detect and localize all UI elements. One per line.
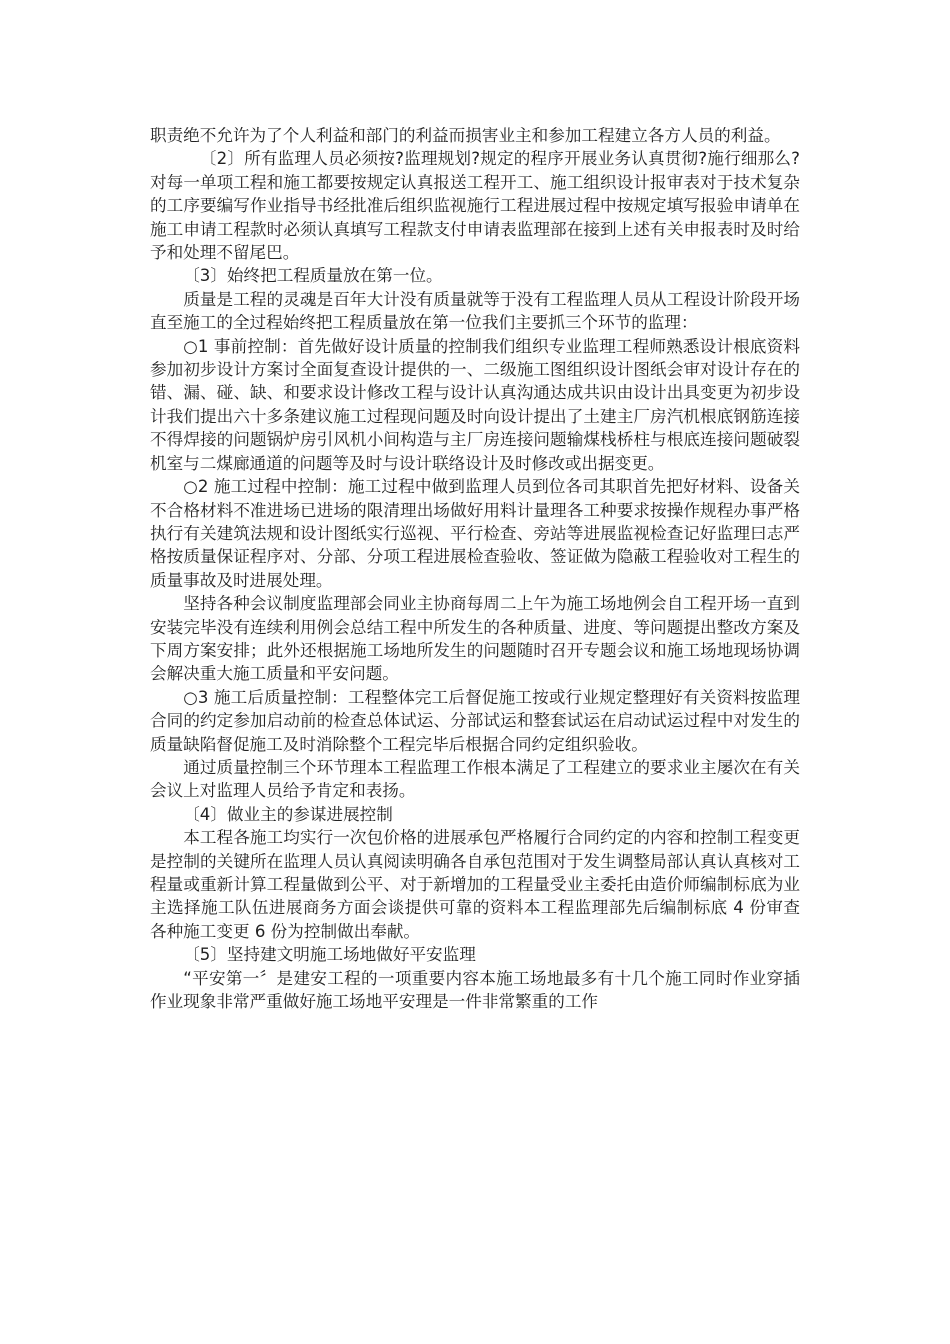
paragraph-item-5-heading: 〔5〕坚持建文明施工场地做好平安监理: [183, 945, 476, 965]
paragraph-safety: “平安第一〞是建安工程的一项重要内容本施工场地最多有十几个施工同时作业穿插作业现象非常严重做好施工场地平安理是一件非常繁重的工作: [150, 968, 800, 1012]
paragraph-process-control: ○2 施工过程中控制：施工过程中做到监理人员到位各司其职首先把好材料、设备关不合格材料不准进场已进场的限清理出场做好用料计量理各工种要求按操作规程办事严格执行有关建筑法规和设计图纸实行巡视、平行检查、旁站等进展监视检查记好监理曰志严格按质量保证程序对、分部、分项工程进展检查验收、签证做为隐蔽工程验收对工程生的质量事故及时进展处理。: [150, 477, 800, 590]
paragraph-item-3-heading: 〔3〕始终把工程质量放在第一位。: [183, 266, 443, 286]
paragraph-progress-control: 本工程各施工均实行一次包价格的进展承包严格履行合同约定的内容和控制工程变更是控制的关键所在监理人员认真阅读明确各自承包范围对于发生调整局部认真认真核对工程量或重新计算工程量做到公平、对于新增加的工程量受业主委托由造价师编制标底为业主选择施工队伍进展商务方面会谈提供可靠的资料本工程监理部先后编制标底 4 份审查各种施工变更 6 份为控制做出奉献。: [150, 828, 800, 941]
paragraph-pre-control: ○1 事前控制：首先做好设计质量的控制我们组织专业监理工程师熟悉设计根底资料参加初步设计方案讨全面复查设计提供的一、二级施工图组织设计图纸会审对设计存在的错、漏、碰、缺、和要求设计修改工程与设计认真沟通达成共识由设计出具变更为初步设计我们提出六十多条建议施工过程现问题及时向设计提出了土建主厂房汽机根底钢筋连接不得焊接的问题锅炉房引风机小间构造与主厂房连接问题输煤栈桥柱与根底连接问题破裂机室与二煤廊通道的问题等及时与设计联络设计及时修改或出据变更。: [150, 336, 800, 473]
paragraph-quality-intro: 质量是工程的灵魂是百年大计没有质量就等于没有工程监理人员从工程设计阶段开场直至施工的全过程始终把工程质量放在第一位我们主要抓三个环节的监理：: [150, 289, 800, 333]
paragraph-item-2: 〔2〕所有监理人员必须按?监理规划?规定的程序开展业务认真贯彻?施行细那么?对每一单项工程和施工都要按规定认真报送工程开工、施工组织设计报审表对于技术复杂的工序要编写作业指导书经批准后组织监视施行工程进展过程中按规定填写报验申请单在施工申请工程款时必须认真填写工程款支付申请表监理部在接到上述有关申报表时及时给予和处理不留尾巴。: [150, 149, 800, 263]
paragraph-continuation: 职责绝不允许为了个人利益和部门的利益而损害业主和参加工程建立各方人员的利益。: [150, 126, 781, 145]
paragraph-item-4-heading: 〔4〕做业主的参谋进展控制: [183, 804, 393, 824]
paragraph-meeting-system: 坚持各种会议制度监理部会同业主协商每周二上午为施工场地例会自工程开场一直到安装完毕没有连续利用例会总结工程中所发生的各种质量、进度、等问题提出整改方案及下周方案安排；此外还根据施工场地所发生的问题随时召开专题会议和施工场地现场协调会解决重大施工质量和平安问题。: [150, 594, 800, 684]
paragraph-quality-summary: 通过质量控制三个环节理本工程监理工作根本满足了工程建立的要求业主屡次在有关会议上对监理人员给予肯定和表扬。: [150, 757, 800, 801]
paragraph-post-control: ○3 施工后质量控制：工程整体完工后督促施工按或行业规定整理好有关资料按监理合同的约定参加启动前的检查总体试运、分部试运和整套试运在启动试运过程中对发生的质量缺陷督促施工及时消除整个工程完毕后根据合同约定组织验收。: [150, 687, 800, 754]
